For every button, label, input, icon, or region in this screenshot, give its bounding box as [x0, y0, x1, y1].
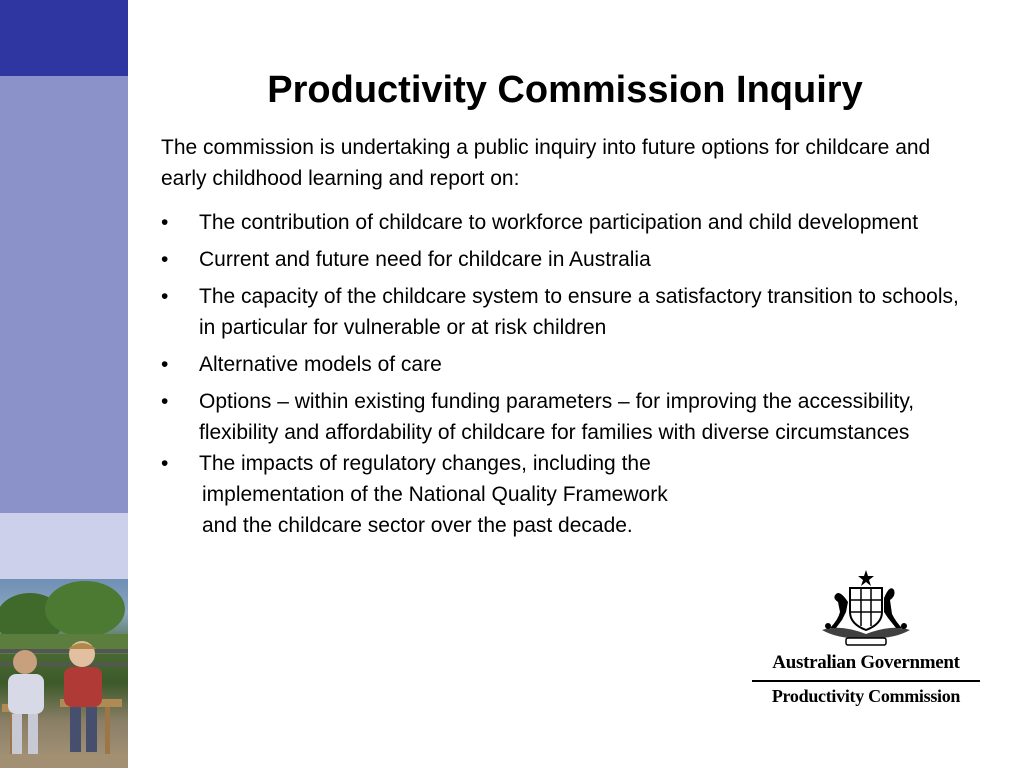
bullet-item — [161, 207, 971, 238]
bullet-text-line1: The impacts of regulatory changes, including the — [199, 452, 651, 475]
bullet-dot: • — [161, 353, 169, 376]
bullet-text: Options – within existing funding parameters – for improving the accessibility, flexibility and affordability of childcare for families with diverse circumstances — [199, 390, 915, 444]
bullet-dot: • — [161, 452, 169, 475]
government-name: Australian Government — [772, 652, 960, 673]
bullet-item — [161, 281, 971, 343]
bullet-item — [161, 386, 971, 448]
bullet-text: Alternative models of care — [199, 353, 442, 376]
bullet-dot: • — [161, 248, 169, 271]
bullet-dot: • — [161, 390, 169, 413]
agency-name: Productivity Commission — [771, 686, 961, 706]
sidebar-light-block — [0, 513, 128, 579]
bullet-item — [161, 349, 971, 380]
inquiry-bullet-list — [161, 207, 971, 547]
bullet-text-line3: and the childcare sector over the past decade. — [202, 514, 633, 537]
bullet-item — [161, 244, 971, 275]
children-photo — [0, 579, 128, 768]
bullet-text: The contribution of childcare to workforce participation and child development — [199, 211, 919, 234]
bullet-dot: • — [161, 285, 169, 308]
bullet-item — [161, 448, 971, 541]
slide-title: Productivity Commission Inquiry — [267, 69, 863, 111]
bullet-text: Current and future need for childcare in Australia — [199, 248, 651, 271]
australian-government-logo — [752, 568, 980, 718]
sidebar-dark-block — [0, 0, 128, 76]
logo-divider — [752, 680, 980, 682]
sidebar-mid-block — [0, 76, 128, 513]
bullet-text-line2: implementation of the National Quality Framework — [202, 483, 668, 506]
bullet-dot: • — [161, 211, 169, 234]
intro-paragraph: The commission is undertaking a public inquiry into future options for childcare and early childhood learning and report on: — [161, 136, 931, 190]
coat-of-arms-icon — [810, 568, 922, 648]
children-photo-illustration — [0, 579, 128, 768]
bullet-text: The capacity of the childcare system to ensure a satisfactory transition to schools, in particular for vulnerable or at risk children — [199, 285, 959, 339]
